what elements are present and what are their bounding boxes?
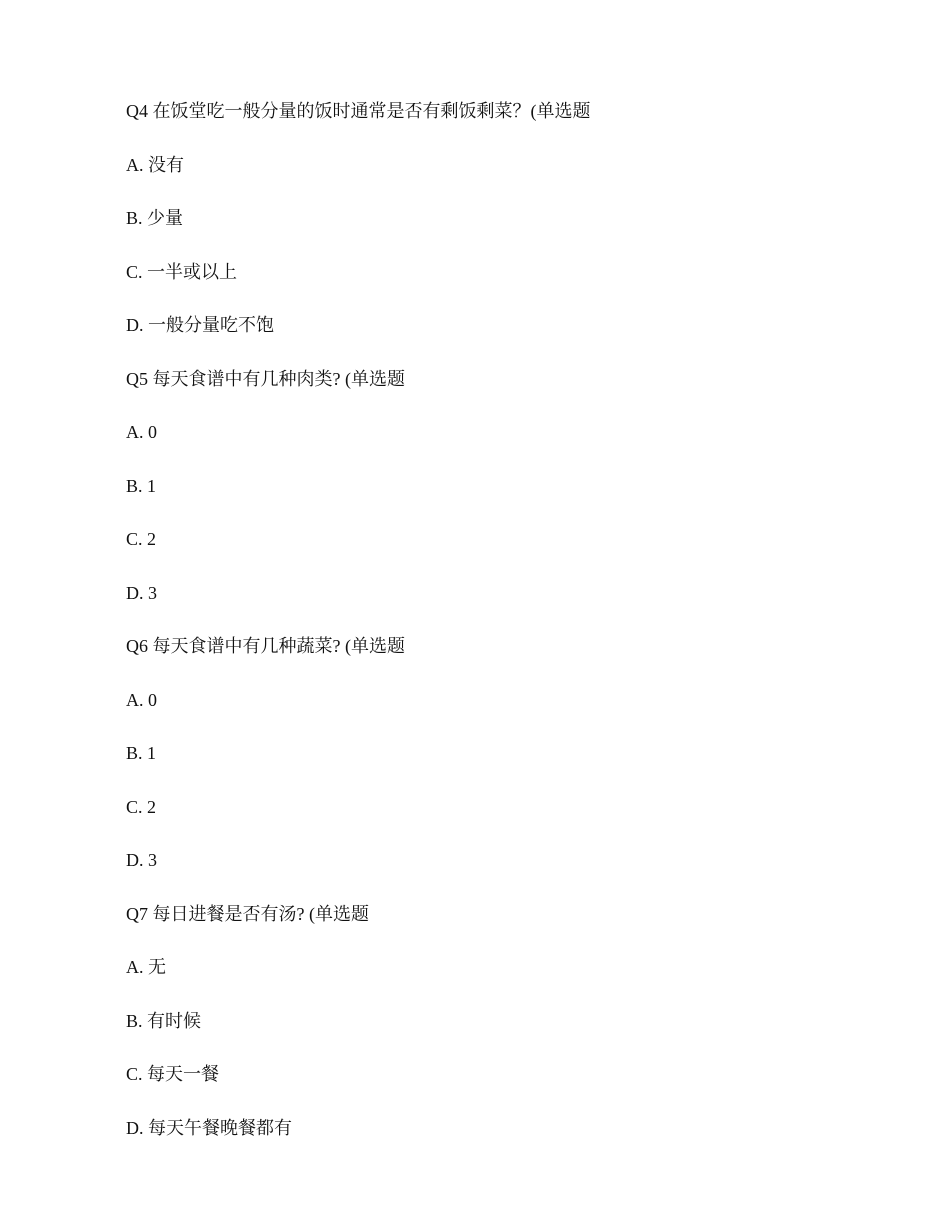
survey-page — [126, 98, 910, 1168]
q4-option-b: B. 少量 — [126, 208, 184, 228]
question-q6: Q6 每天食谱中有几种蔬菜? (单选题 — [126, 636, 405, 656]
q7-option-a: A. 无 — [126, 957, 166, 977]
q4-option-d: D. 一般分量吃不饱 — [126, 315, 274, 335]
question-q4: Q4 在饭堂吃一般分量的饭时通常是否有剩饭剩菜？(单选题 — [126, 101, 591, 121]
q7-option-c: C. 每天一餐 — [126, 1064, 220, 1084]
q5-option-b: B. 1 — [126, 475, 157, 496]
question-q5: Q5 每天食谱中有几种肉类? (单选题 — [126, 368, 405, 389]
question-q7: Q7 每日进餐是否有汤? (单选题 — [126, 903, 369, 924]
q7-option-d: D. 每天午餐晚餐都有 — [126, 1117, 292, 1138]
q6-option-c: C. 2 — [126, 796, 157, 817]
q5-option-a: A. 0 — [126, 422, 157, 442]
q6-option-d: D. 3 — [126, 850, 157, 870]
q6-option-a: A. 0 — [126, 689, 157, 710]
q5-option-d: D. 3 — [126, 582, 157, 603]
q5-option-c: C. 2 — [126, 529, 157, 549]
q4-option-c: C. 一半或以上 — [126, 261, 238, 282]
q4-option-a: A. 没有 — [126, 154, 184, 175]
q6-option-b: B. 1 — [126, 743, 157, 763]
q7-option-b: B. 有时候 — [126, 1010, 202, 1031]
